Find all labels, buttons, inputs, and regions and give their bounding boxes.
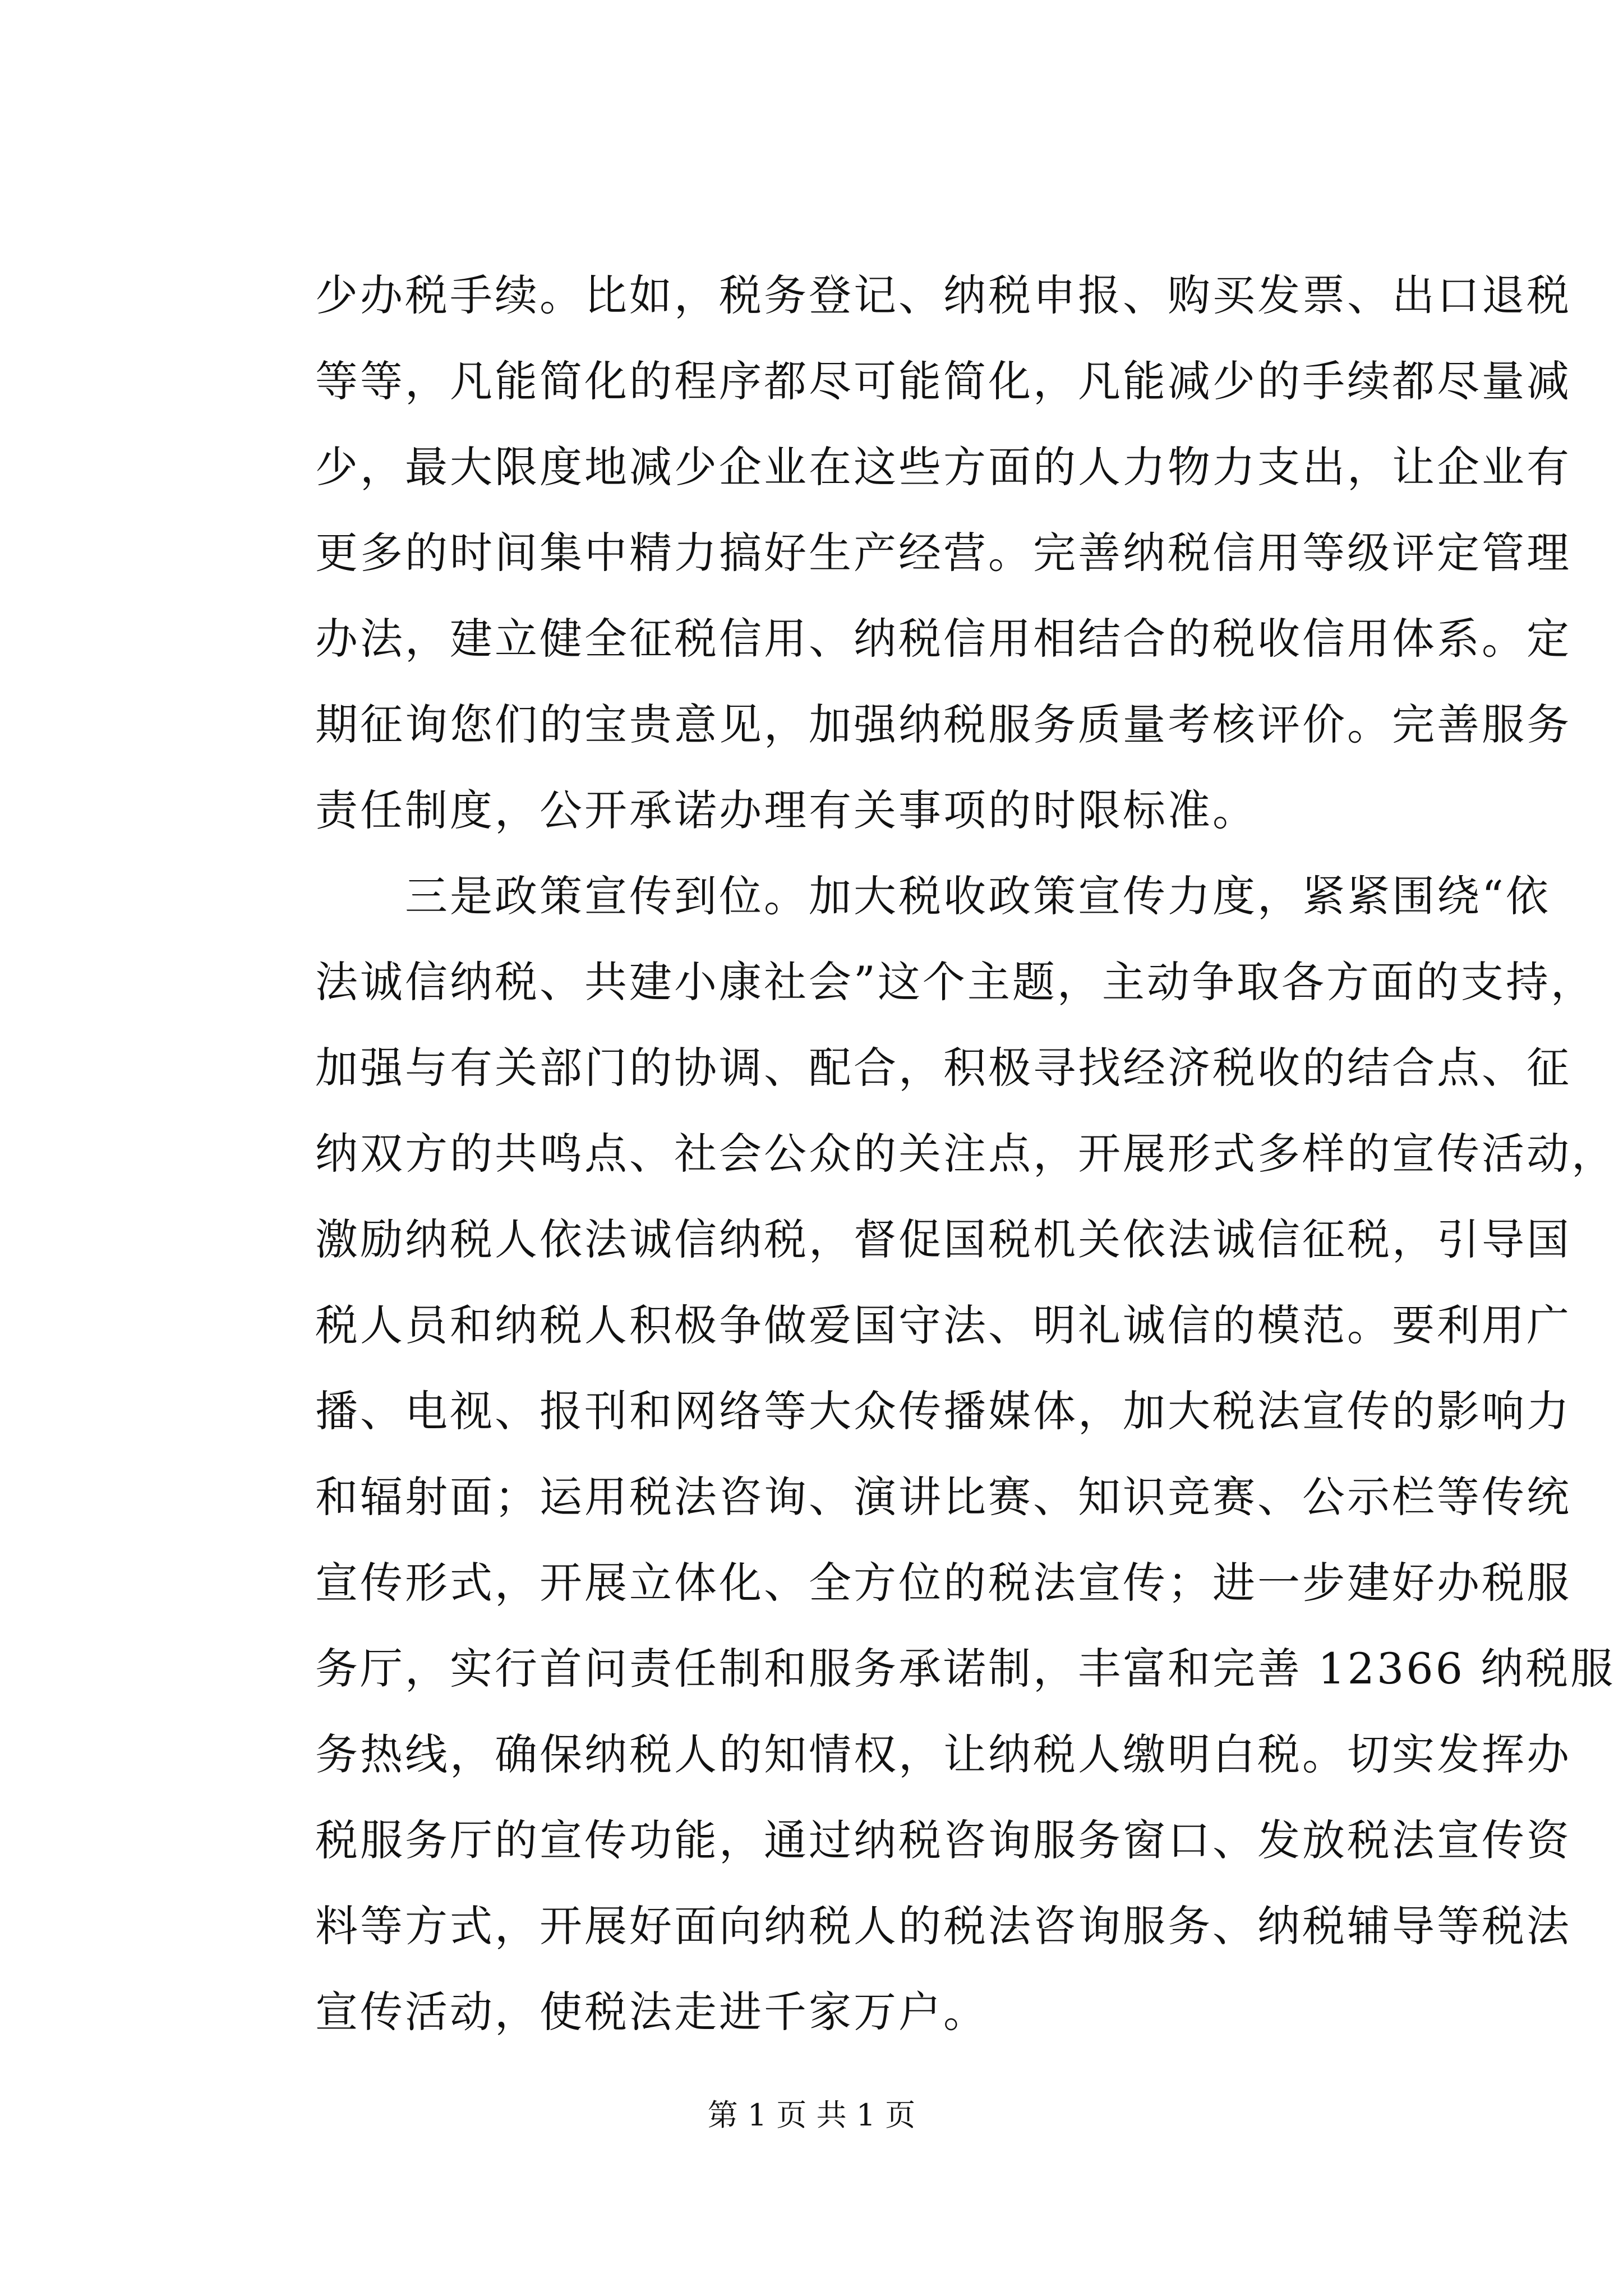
paragraph-start-line: 三是政策宣传到位。加大税收政策宣传力度，紧紧围绕“依 — [315, 871, 1551, 921]
text-line: 少办税手续。比如，税务登记、纳税申报、购买发票、出口退税 — [315, 270, 1571, 320]
text-line: 务厅，实行首问责任制和服务承诺制，丰富和完善 12366 纳税服 — [315, 1644, 1616, 1694]
text-line: 激励纳税人依法诚信纳税，督促国税机关依法诚信征税，引导国 — [315, 1214, 1571, 1264]
text-line: 税人员和纳税人积极争做爱国守法、明礼诚信的模范。要利用广 — [315, 1300, 1571, 1350]
text-line: 纳双方的共鸣点、社会公众的关注点，开展形式多样的宣传活动， — [315, 1129, 1616, 1179]
text-line: 和辐射面；运用税法咨询、演讲比赛、知识竞赛、公示栏等传统 — [315, 1472, 1571, 1522]
document-body — [315, 252, 1616, 2055]
text-line: 少，最大限度地减少企业在这些方面的人力物力支出，让企业有 — [315, 442, 1571, 492]
text-line: 宣传活动，使税法走进千家万户。 — [315, 1987, 988, 2037]
page-footer: 第 1 页 共 1 页 — [707, 2097, 916, 2133]
text-line: 税服务厅的宣传功能，通过纳税咨询服务窗口、发放税法宣传资 — [315, 1815, 1571, 1865]
text-line: 加强与有关部门的协调、配合，积极寻找经济税收的结合点、征 — [315, 1043, 1571, 1093]
text-line: 责任制度，公开承诺办理有关事项的时限标准。 — [315, 785, 1257, 835]
text-line: 播、电视、报刊和网络等大众传播媒体，加大税法宣传的影响力 — [315, 1386, 1571, 1436]
text-line: 等等，凡能简化的程序都尽可能简化，凡能减少的手续都尽量减 — [315, 356, 1571, 406]
text-line: 期征询您们的宝贵意见，加强纳税服务质量考核评价。完善服务 — [315, 700, 1571, 749]
text-line: 法诚信纳税、共建小康社会”这个主题，主动争取各方面的支持， — [315, 957, 1596, 1007]
text-line: 更多的时间集中精力搞好生产经营。完善纳税信用等级评定管理 — [315, 528, 1571, 578]
text-line: 宣传形式，开展立体化、全方位的税法宣传；进一步建好办税服 — [315, 1558, 1571, 1608]
text-line: 务热线，确保纳税人的知情权，让纳税人缴明白税。切实发挥办 — [315, 1729, 1571, 1779]
text-line: 办法，建立健全征税信用、纳税信用相结合的税收信用体系。定 — [315, 614, 1571, 664]
text-line: 料等方式，开展好面向纳税人的税法咨询服务、纳税辅导等税法 — [315, 1901, 1571, 1951]
